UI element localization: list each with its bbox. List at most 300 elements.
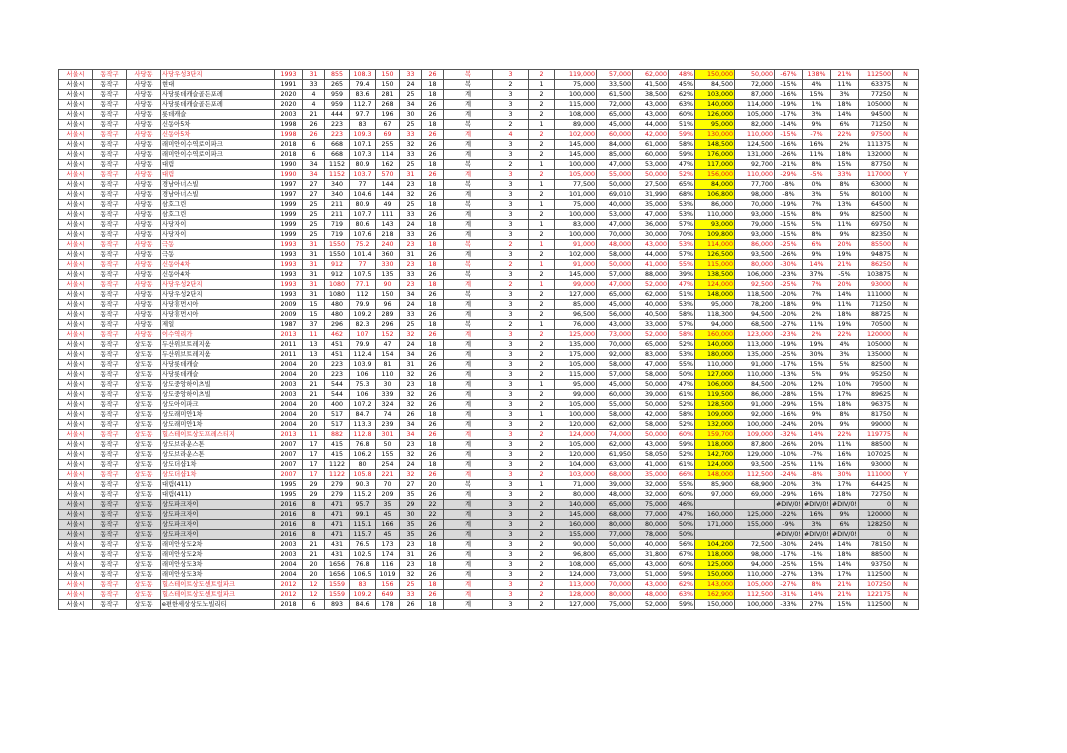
cell-min-floor: 18 (422, 600, 444, 610)
cell-buildings: 90 (376, 280, 400, 290)
cell-apartment: 상도브라운스톤 (161, 440, 275, 450)
cell-built: 2004 (275, 360, 303, 370)
cell-dong: 사당동 (127, 290, 161, 300)
cell-rate3: -5% (831, 270, 859, 280)
cell-area: 106.2 (350, 450, 376, 460)
cell-price-e: 93,000 (735, 230, 775, 240)
cell-min-floor: 26 (422, 450, 444, 460)
cell-households: 959 (325, 90, 350, 100)
cell-rate3: 21% (831, 580, 859, 590)
cell-area: 104.6 (350, 190, 376, 200)
cell-buildings: 268 (376, 100, 400, 110)
cell-ratio: 65% (669, 180, 695, 190)
cell-rate3: 22% (831, 330, 859, 340)
cell-area: 77.1 (350, 280, 376, 290)
cell-price-c: 43,000 (633, 560, 669, 570)
cell-apartment: 사당우성3단지 (161, 70, 275, 80)
cell-price-c: 83,000 (633, 350, 669, 360)
cell-built: 2011 (275, 350, 303, 360)
cell-baths: 2 (529, 300, 555, 310)
cell-price-f: 120000 (859, 510, 893, 520)
cell-price-a: 102,000 (555, 250, 597, 260)
cell-rate2: 5% (803, 220, 831, 230)
cell-rate3: 16% (831, 460, 859, 470)
cell-flag: N (893, 380, 919, 390)
cell-baths: 2 (529, 570, 555, 580)
cell-price-c: 75,000 (633, 500, 669, 510)
cell-area: 75.3 (350, 380, 376, 390)
cell-price-e: 78,200 (735, 300, 775, 310)
cell-rate1: -9% (775, 520, 803, 530)
cell-corridor: 계 (444, 220, 493, 230)
cell-rate3: 15% (831, 160, 859, 170)
cell-dong: 사당동 (127, 100, 161, 110)
cell-city: 서울시 (59, 470, 93, 480)
cell-price-d: 160,000 (695, 330, 735, 340)
cell-city: 서울시 (59, 260, 93, 270)
cell-price-f: 71250 (859, 120, 893, 130)
cell-rate2: 14% (803, 430, 831, 440)
cell-max-floor: 26 (400, 410, 422, 420)
cell-min-floor: 18 (422, 220, 444, 230)
cell-price-c: 80,000 (633, 520, 669, 530)
cell-price-c: 78,000 (633, 530, 669, 540)
cell-price-d: 156,000 (695, 170, 735, 180)
cell-built: 1991 (275, 80, 303, 90)
cell-buildings: 301 (376, 430, 400, 440)
cell-max-floor: 23 (400, 380, 422, 390)
cell-rooms: 2 (493, 160, 529, 170)
cell-apartment: 제일 (161, 320, 275, 330)
table-row (59, 130, 919, 140)
cell-ratio: 61% (669, 460, 695, 470)
cell-age: 20 (303, 370, 325, 380)
cell-baths: 1 (529, 220, 555, 230)
cell-apartment: 삼호그린 (161, 210, 275, 220)
cell-price-e: 77,700 (735, 180, 775, 190)
cell-rooms: 3 (493, 470, 529, 480)
cell-price-b: 45,000 (597, 380, 633, 390)
cell-price-c: 39,000 (633, 390, 669, 400)
cell-district: 동작구 (93, 530, 127, 540)
cell-price-a: 100,000 (555, 160, 597, 170)
cell-corridor: 복 (444, 270, 493, 280)
cell-district: 동작구 (93, 450, 127, 460)
cell-district: 동작구 (93, 90, 127, 100)
cell-dong: 사당동 (127, 140, 161, 150)
cell-flag: N (893, 370, 919, 380)
cell-rate1: -10% (775, 450, 803, 460)
cell-city: 서울시 (59, 360, 93, 370)
cell-price-e: 110,000 (735, 170, 775, 180)
cell-buildings: 114 (376, 150, 400, 160)
cell-rate2: 30% (803, 350, 831, 360)
cell-price-d (695, 500, 735, 510)
cell-price-c: 58,050 (633, 450, 669, 460)
cell-price-d: 126,000 (695, 110, 735, 120)
cell-buildings: 144 (376, 180, 400, 190)
cell-rooms: 3 (493, 370, 529, 380)
table-row (59, 120, 919, 130)
cell-price-e: 123,000 (735, 330, 775, 340)
cell-district: 동작구 (93, 560, 127, 570)
cell-area: 106.5 (350, 570, 376, 580)
cell-households: 471 (325, 510, 350, 520)
cell-buildings: 162 (376, 160, 400, 170)
cell-price-c: 48,000 (633, 590, 669, 600)
cell-dong: 사당동 (127, 250, 161, 260)
cell-price-a: 71,000 (555, 480, 597, 490)
cell-price-a: 75,000 (555, 80, 597, 90)
cell-max-floor: 24 (400, 460, 422, 470)
cell-price-c: 44,000 (633, 120, 669, 130)
cell-price-b: 73,000 (597, 570, 633, 580)
cell-households: 431 (325, 550, 350, 560)
cell-buildings: 111 (376, 210, 400, 220)
cell-area: 112.4 (350, 350, 376, 360)
cell-area: 115.2 (350, 490, 376, 500)
cell-price-f: 69750 (859, 220, 893, 230)
cell-ratio: 60% (669, 430, 695, 440)
cell-built: 1995 (275, 490, 303, 500)
cell-apartment: 사당롯데캐슬골든포레 (161, 100, 275, 110)
cell-price-a: 160,000 (555, 520, 597, 530)
cell-price-e: 110,000 (735, 570, 775, 580)
cell-city: 서울시 (59, 540, 93, 550)
cell-apartment: 래미안상도2차 (161, 540, 275, 550)
cell-max-floor: 26 (400, 600, 422, 610)
cell-age: 33 (303, 80, 325, 90)
cell-apartment: 두산위브트레지움 (161, 350, 275, 360)
cell-rate3: 22% (831, 130, 859, 140)
cell-min-floor: 20 (422, 480, 444, 490)
cell-price-e: 110,000 (735, 370, 775, 380)
cell-price-a: 77,500 (555, 180, 597, 190)
cell-rooms: 3 (493, 330, 529, 340)
cell-apartment: 상도아이파크 (161, 400, 275, 410)
cell-dong: 상도동 (127, 350, 161, 360)
cell-district: 동작구 (93, 130, 127, 140)
cell-min-floor: 26 (422, 590, 444, 600)
cell-corridor: 계 (444, 190, 493, 200)
cell-city: 서울시 (59, 490, 93, 500)
cell-district: 동작구 (93, 390, 127, 400)
cell-households: 451 (325, 350, 350, 360)
cell-flag: N (893, 560, 919, 570)
cell-price-e: 80,000 (735, 260, 775, 270)
cell-price-e: 68,500 (735, 320, 775, 330)
cell-dong: 사당동 (127, 240, 161, 250)
cell-max-floor: 25 (400, 580, 422, 590)
cell-area: 76.8 (350, 560, 376, 570)
cell-ratio: 60% (669, 560, 695, 570)
cell-rate2: 8% (803, 160, 831, 170)
cell-age: 20 (303, 410, 325, 420)
cell-dong: 사당동 (127, 80, 161, 90)
cell-district: 동작구 (93, 480, 127, 490)
cell-price-e: 82,000 (735, 120, 775, 130)
cell-rooms: 3 (493, 400, 529, 410)
cell-ratio: 50% (669, 530, 695, 540)
cell-rooms: 3 (493, 340, 529, 350)
cell-min-floor: 26 (422, 130, 444, 140)
cell-buildings: 649 (376, 590, 400, 600)
cell-corridor: 계 (444, 140, 493, 150)
cell-buildings: 254 (376, 460, 400, 470)
cell-district: 동작구 (93, 290, 127, 300)
cell-price-a: 119,000 (555, 70, 597, 80)
cell-area: 112 (350, 290, 376, 300)
cell-households: 1550 (325, 250, 350, 260)
cell-price-a: 105,000 (555, 440, 597, 450)
cell-price-c: 27,500 (633, 180, 669, 190)
cell-price-b: 55,000 (597, 170, 633, 180)
cell-ratio: 55% (669, 480, 695, 490)
cell-corridor: 계 (444, 570, 493, 580)
cell-max-floor: 33 (400, 310, 422, 320)
cell-price-d: 159,700 (695, 430, 735, 440)
cell-price-d: 150,000 (695, 70, 735, 80)
cell-rate2: 16% (803, 140, 831, 150)
cell-min-floor: 26 (422, 350, 444, 360)
cell-buildings: 49 (376, 200, 400, 210)
cell-rate3: 11% (831, 220, 859, 230)
cell-corridor: 계 (444, 490, 493, 500)
cell-baths: 2 (529, 100, 555, 110)
table-row (59, 300, 919, 310)
cell-apartment: 대림 (161, 160, 275, 170)
cell-built: 1990 (275, 160, 303, 170)
cell-baths: 2 (529, 330, 555, 340)
cell-price-d: 110,000 (695, 360, 735, 370)
cell-buildings: 1019 (376, 570, 400, 580)
cell-rate2: 3% (803, 520, 831, 530)
cell-baths: 1 (529, 180, 555, 190)
cell-corridor: 계 (444, 380, 493, 390)
cell-built: 1999 (275, 220, 303, 230)
cell-price-e: 93,500 (735, 250, 775, 260)
cell-ratio: 52% (669, 450, 695, 460)
cell-price-d: 124,000 (695, 460, 735, 470)
cell-price-a: 96,500 (555, 310, 597, 320)
cell-price-c: 41,500 (633, 80, 669, 90)
cell-price-d: 143,000 (695, 580, 735, 590)
cell-price-a: 91,000 (555, 260, 597, 270)
cell-baths: 1 (529, 160, 555, 170)
cell-apartment: 두산위브트레지움 (161, 340, 275, 350)
cell-min-floor: 18 (422, 80, 444, 90)
cell-ratio: 47% (669, 380, 695, 390)
cell-price-e: 112,500 (735, 470, 775, 480)
cell-buildings: 47 (376, 340, 400, 350)
cell-price-d: 106,000 (695, 380, 735, 390)
cell-baths: 2 (529, 270, 555, 280)
cell-rate2: 4% (803, 80, 831, 90)
cell-built: 1993 (275, 250, 303, 260)
cell-rooms: 2 (493, 120, 529, 130)
cell-buildings: 166 (376, 520, 400, 530)
cell-price-c: 52,000 (633, 330, 669, 340)
cell-rate1: -28% (775, 390, 803, 400)
cell-dong: 사당동 (127, 220, 161, 230)
cell-price-a: 145,000 (555, 270, 597, 280)
cell-households: 400 (325, 400, 350, 410)
table-row (59, 410, 919, 420)
cell-rate3: 18% (831, 550, 859, 560)
cell-price-c: 43,000 (633, 440, 669, 450)
cell-city: 서울시 (59, 70, 93, 80)
cell-area: 112.8 (350, 430, 376, 440)
cell-city: 서울시 (59, 200, 93, 210)
cell-dong: 상도동 (127, 340, 161, 350)
cell-age: 31 (303, 260, 325, 270)
cell-rate2: 15% (803, 90, 831, 100)
cell-corridor: 복 (444, 200, 493, 210)
cell-price-d: 176,000 (695, 150, 735, 160)
cell-baths: 2 (529, 500, 555, 510)
cell-min-floor: 26 (422, 140, 444, 150)
cell-apartment: 사당자이 (161, 230, 275, 240)
cell-ratio: 53% (669, 240, 695, 250)
cell-price-f: 117000 (859, 170, 893, 180)
table-row (59, 310, 919, 320)
cell-age: 25 (303, 210, 325, 220)
cell-baths: 1 (529, 410, 555, 420)
cell-price-d: 140,000 (695, 340, 735, 350)
cell-built: 1998 (275, 130, 303, 140)
cell-dong: 상도동 (127, 420, 161, 430)
cell-price-c: 65,000 (633, 340, 669, 350)
cell-district: 동작구 (93, 140, 127, 150)
cell-city: 서울시 (59, 340, 93, 350)
cell-rate1: -8% (775, 180, 803, 190)
cell-buildings: 150 (376, 70, 400, 80)
table-row (59, 150, 919, 160)
cell-baths: 2 (529, 310, 555, 320)
cell-rate2: 5% (803, 370, 831, 380)
cell-age: 20 (303, 400, 325, 410)
cell-rate3: 21% (831, 70, 859, 80)
cell-price-a: 100,000 (555, 210, 597, 220)
cell-buildings: 35 (376, 500, 400, 510)
cell-district: 동작구 (93, 360, 127, 370)
cell-district: 동작구 (93, 220, 127, 230)
cell-max-floor: 33 (400, 70, 422, 80)
cell-city: 서울시 (59, 390, 93, 400)
cell-flag: Y (893, 170, 919, 180)
cell-price-e: 131,000 (735, 150, 775, 160)
cell-households: 668 (325, 140, 350, 150)
table-row (59, 570, 919, 580)
cell-flag: N (893, 600, 919, 610)
cell-baths: 2 (529, 70, 555, 80)
cell-max-floor: 32 (400, 570, 422, 580)
cell-city: 서울시 (59, 190, 93, 200)
table-row (59, 580, 919, 590)
cell-max-floor: 31 (400, 250, 422, 260)
cell-price-e: 92,700 (735, 160, 775, 170)
cell-age: 21 (303, 550, 325, 560)
cell-age: 8 (303, 510, 325, 520)
cell-area: 115.1 (350, 520, 376, 530)
cell-apartment: 대림 (161, 170, 275, 180)
cell-city: 서울시 (59, 100, 93, 110)
cell-price-b: 57,000 (597, 70, 633, 80)
cell-apartment: 신동아4차 (161, 270, 275, 280)
cell-rooms: 3 (493, 190, 529, 200)
cell-rate3: 3% (831, 90, 859, 100)
cell-price-f: 0 (859, 530, 893, 540)
cell-price-b: 50,000 (597, 540, 633, 550)
cell-price-a: 155,000 (555, 530, 597, 540)
cell-area: 80.9 (350, 200, 376, 210)
cell-price-a: 113,000 (555, 580, 597, 590)
cell-price-a: 76,000 (555, 320, 597, 330)
cell-corridor: 복 (444, 260, 493, 270)
cell-apartment: 상도파크자이 (161, 520, 275, 530)
cell-price-b: 72,000 (597, 100, 633, 110)
cell-district: 동작구 (93, 250, 127, 260)
cell-price-b: 70,000 (597, 580, 633, 590)
cell-rate2: 9% (803, 250, 831, 260)
table-row (59, 500, 919, 510)
cell-area: 106 (350, 370, 376, 380)
cell-rate2: 15% (803, 560, 831, 570)
cell-built: 2020 (275, 100, 303, 110)
cell-area: 84.6 (350, 600, 376, 610)
cell-built: 1995 (275, 480, 303, 490)
cell-rooms: 3 (493, 570, 529, 580)
cell-rate2: 138% (803, 70, 831, 80)
cell-city: 서울시 (59, 450, 93, 460)
cell-max-floor: 33 (400, 150, 422, 160)
cell-dong: 사당동 (127, 120, 161, 130)
cell-price-b: 75,000 (597, 600, 633, 610)
cell-age: 29 (303, 490, 325, 500)
cell-households: 444 (325, 110, 350, 120)
cell-ratio: 59% (669, 440, 695, 450)
cell-ratio: 53% (669, 200, 695, 210)
cell-area: 76.5 (350, 540, 376, 550)
cell-buildings: 296 (376, 320, 400, 330)
cell-rooms: 3 (493, 200, 529, 210)
cell-buildings: 96 (376, 300, 400, 310)
cell-min-floor: 18 (422, 340, 444, 350)
cell-max-floor: 32 (400, 450, 422, 460)
cell-district: 동작구 (93, 320, 127, 330)
cell-price-b: 85,000 (597, 150, 633, 160)
cell-rate1: -15% (775, 130, 803, 140)
table-row (59, 350, 919, 360)
cell-price-a: 120,000 (555, 450, 597, 460)
cell-ratio: 55% (669, 360, 695, 370)
cell-corridor: 계 (444, 430, 493, 440)
cell-price-e: 84,500 (735, 380, 775, 390)
cell-price-c: 32,000 (633, 480, 669, 490)
cell-price-e: 135,000 (735, 350, 775, 360)
cell-district: 동작구 (93, 410, 127, 420)
table-row (59, 370, 919, 380)
cell-min-floor: 26 (422, 250, 444, 260)
cell-rate1: -29% (775, 400, 803, 410)
cell-price-d: 115,000 (695, 260, 735, 270)
cell-rooms: 3 (493, 100, 529, 110)
cell-rate2: 9% (803, 120, 831, 130)
cell-corridor: 계 (444, 400, 493, 410)
cell-district: 동작구 (93, 200, 127, 210)
cell-rate2: 11% (803, 320, 831, 330)
cell-price-c: 50,000 (633, 170, 669, 180)
